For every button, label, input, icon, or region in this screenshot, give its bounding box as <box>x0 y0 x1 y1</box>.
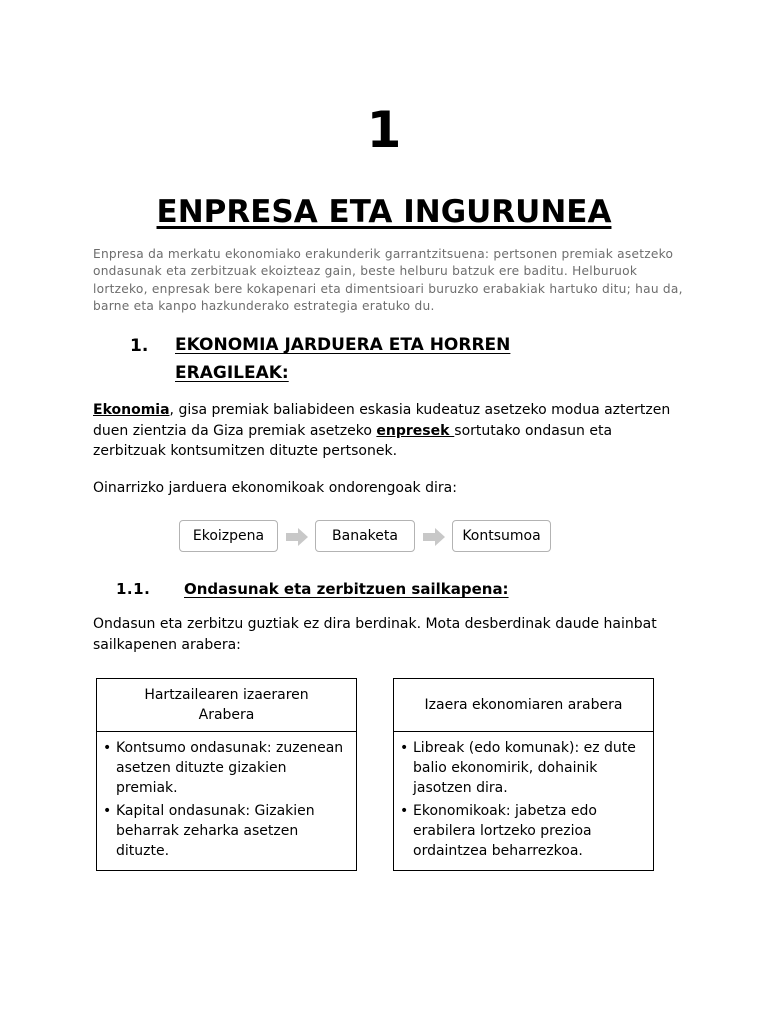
chapter-title: ENPRESA ETA INGURUNEA <box>156 194 612 230</box>
flow-box-kontsumoa: Kontsumoa <box>452 520 551 552</box>
term-enpresek: enpresek <box>376 422 455 439</box>
list-item <box>103 738 348 798</box>
section-1-heading: EKONOMIA JARDUERA ETA HORREN ERAGILEAK: <box>175 335 511 383</box>
classification-box-economic <box>393 678 654 871</box>
bullet-icon: • <box>103 740 112 756</box>
section-1-number: 1. <box>130 336 149 356</box>
bullet-icon: • <box>400 740 409 756</box>
right-arrow-icon <box>286 528 308 546</box>
classification-intro-paragraph: Ondasun eta zerbitzu guztiak ez dira berdinak. Mota desberdinak daude hainbat sailkapenen arabera: <box>93 616 657 653</box>
classification-box-header: Hartzailearen izaeraren Arabera <box>97 679 356 732</box>
classification-box-recipient <box>96 678 357 871</box>
section-1-1-number: 1.1. <box>116 580 151 598</box>
activities-intro-paragraph: Oinarrizko jarduera ekonomikoak ondorengoak dira: <box>93 480 457 496</box>
list-item-text: Kapital ondasunak: Gizakien beharrak zeharka asetzen dituzte. <box>116 803 315 859</box>
definition-text-2: sortutako ondasun eta zerbitzuak kontsumitzen dituzte pertsonek. <box>93 422 613 459</box>
definition-text-1: , gisa premiak baliabideen eskasia kudeatuz asetzeko modua aztertzen duen zientzia da Giza premiak asetzeko <box>93 402 671 439</box>
term-ekonomia: Ekonomia <box>93 402 170 418</box>
section-1-1-heading: Ondasunak eta zerbitzuen sailkapena: <box>184 580 509 598</box>
list-item <box>400 801 645 861</box>
classification-box-header: Izaera ekonomiaren arabera <box>394 679 653 732</box>
chapter-number: 1 <box>366 101 402 159</box>
right-arrow-icon <box>423 528 445 546</box>
flow-box-ekoizpena: Ekoizpena <box>179 520 278 552</box>
bullet-icon: • <box>400 803 409 819</box>
list-item <box>103 801 348 861</box>
list-item <box>400 738 645 798</box>
intro-paragraph: Enpresa da merkatu ekonomiako erakunderik garrantzitsuena: pertsonen premiak asetzeko ondasunak eta zerbitzuak ekoizteaz gain, beste helburu batzuk ere baditu. Helburuok lortzeko, enpresak bere kokapenari eta dimentsioari buruzko erabakiak hartuko ditu; hau da, barne eta kanpo hazkunderako estrategia eratuko du. <box>93 247 683 313</box>
list-item-text: Ekonomikoak: jabetza edo erabilera lortzeko prezioa ordaintzea beharrezkoa. <box>413 803 597 859</box>
list-item-text: Libreak (edo komunak): ez dute balio ekonomirik, dohainik jasotzen dira. <box>413 740 636 796</box>
economy-definition-paragraph <box>93 400 683 462</box>
bullet-icon: • <box>103 803 112 819</box>
classification-box-list <box>97 732 356 861</box>
classification-box-list <box>394 732 653 861</box>
list-item-text: Kontsumo ondasunak: zuzenean asetzen dituzte gizakien premiak. <box>116 740 344 796</box>
flow-box-banaketa: Banaketa <box>315 520 415 552</box>
